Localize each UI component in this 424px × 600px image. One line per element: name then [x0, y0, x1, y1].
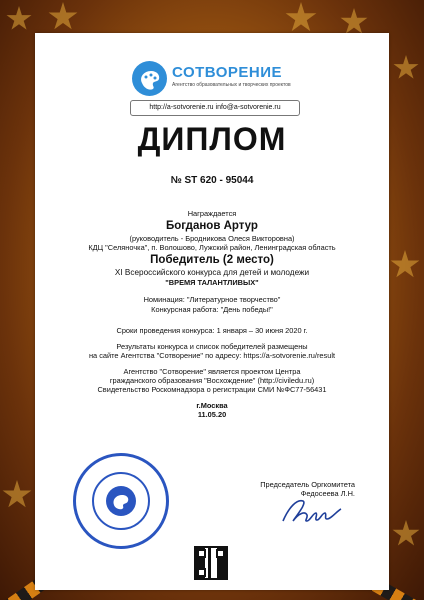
signatory-name: Федосеева Л.Н. [300, 489, 355, 498]
agency-line-3: Свидетельство Роскомнадзора о регистрации СМИ №ФС77-56431 [97, 385, 327, 394]
seal-palette-icon [106, 486, 136, 516]
agency-line-2: гражданского образования "Восхождение" (http://civiledu.ru) [109, 376, 315, 385]
city: г.Москва [196, 401, 228, 410]
qr-code[interactable] [194, 546, 228, 580]
work-line: Конкурсная работа: "День победы!" [151, 305, 273, 314]
star-decoration [393, 55, 419, 81]
signature-image [275, 495, 365, 529]
organization-subtitle: Агентство образовательных и творческих проектов [172, 82, 291, 88]
star-decoration [390, 250, 420, 280]
star-decoration [48, 2, 78, 32]
star-decoration [340, 8, 368, 36]
organization-seal [73, 453, 169, 549]
diploma-title: ДИПЛОМ [137, 121, 287, 157]
institution-line: КДЦ "Селяночка", п. Волошово, Лужский район, Ленинградская область [88, 243, 336, 252]
awardee-name: Богданов Артур [166, 220, 258, 232]
contest-line: XI Всероссийского конкурса для детей и молодежи [114, 268, 310, 277]
diploma-number: № ST 620 - 95044 [170, 175, 254, 186]
contest-name: "ВРЕМЯ ТАЛАНТЛИВЫХ" [165, 278, 259, 287]
star-decoration [2, 480, 32, 510]
signatory-title: Председатель Оргкомитета [260, 480, 355, 489]
place-line: Победитель (2 место) [150, 254, 274, 266]
nomination-line: Номинация: "Литературное творчество" [143, 295, 281, 304]
star-decoration [285, 2, 317, 34]
organization-name: СОТВОРЕНИЕ [172, 64, 283, 81]
results-line-1: Результаты конкурса и список победителей размещены [116, 342, 308, 351]
leader-line: (руководитель - Бродникова Олеся Викторовна) [129, 234, 295, 243]
issue-date: 11.05.20 [197, 410, 227, 419]
contact-info: http://a-sotvorenie.ru info@a-sotvorenie.ru [130, 100, 300, 116]
awarded-label: Награждается [187, 209, 237, 218]
diploma-sheet [35, 33, 389, 590]
dates-line: Сроки проведения конкурса: 1 января – 30 июня 2020 г. [116, 326, 308, 335]
palette-logo-icon [132, 61, 167, 96]
star-decoration [392, 520, 420, 548]
agency-line-1: Агентство "Сотворение" является проектом Центра [123, 367, 301, 376]
results-line-2: на сайте Агентства "Сотворение" по адресу: https://a-sotvorenie.ru/result [88, 351, 336, 360]
star-decoration [6, 6, 32, 32]
